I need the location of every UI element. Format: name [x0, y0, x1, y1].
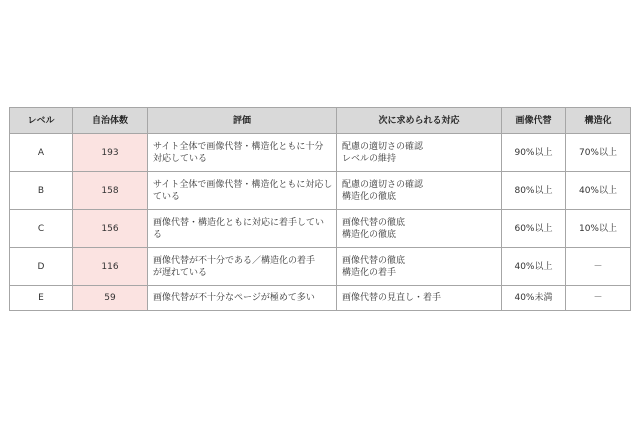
header-level: レベル	[10, 108, 73, 134]
structure-cell: 40%以上	[566, 172, 631, 210]
header-image-alt: 画像代替	[502, 108, 566, 134]
evaluation-cell	[148, 248, 337, 286]
next-action-line: 画像代替の徹底	[342, 217, 406, 228]
structure-cell: －	[566, 248, 631, 286]
municipality-count-cell: 158	[73, 172, 148, 210]
table-row-level-b	[10, 172, 631, 210]
evaluation-cell	[148, 134, 337, 172]
next-action-cell	[337, 172, 502, 210]
accessibility-level-table-container	[9, 107, 630, 311]
municipality-count-cell: 116	[73, 248, 148, 286]
evaluation-line: が遅れている	[153, 267, 208, 278]
table-header-row	[10, 108, 631, 134]
evaluation-cell	[148, 172, 337, 210]
next-action-cell	[337, 248, 502, 286]
evaluation-line: 画像代替が不十分である／構造化の着手	[153, 255, 316, 266]
table-row-level-e	[10, 286, 631, 311]
next-action-line: 構造化の着手	[342, 267, 397, 278]
next-action-line: 画像代替の見直し・着手	[342, 293, 442, 303]
next-action-line: 画像代替の徹底	[342, 255, 406, 266]
evaluation-line: サイト全体で画像代替・構造化ともに対応し	[153, 179, 333, 190]
next-action-line: 構造化の徹底	[342, 229, 397, 240]
evaluation-line: ている	[153, 191, 181, 202]
next-action-line: 構造化の徹底	[342, 191, 397, 202]
header-next-action: 次に求められる対応	[337, 108, 502, 134]
municipality-count-cell: 193	[73, 134, 148, 172]
image-alt-cell: 40%以上	[502, 248, 566, 286]
image-alt-cell: 90%以上	[502, 134, 566, 172]
header-municipality-count: 自治体数	[73, 108, 148, 134]
evaluation-cell	[148, 286, 337, 311]
municipality-count-cell: 59	[73, 286, 148, 311]
evaluation-line: サイト全体で画像代替・構造化ともに十分	[153, 141, 324, 152]
evaluation-line: 画像代替・構造化ともに対応に着手してい	[153, 217, 325, 228]
level-cell: A	[10, 134, 73, 172]
image-alt-cell: 60%以上	[502, 210, 566, 248]
level-cell: C	[10, 210, 73, 248]
table-row-level-a	[10, 134, 631, 172]
header-structure: 構造化	[566, 108, 631, 134]
evaluation-cell	[148, 210, 337, 248]
next-action-cell	[337, 286, 502, 311]
evaluation-line: 対応している	[153, 153, 208, 164]
structure-cell: 10%以上	[566, 210, 631, 248]
image-alt-cell: 40%未満	[502, 286, 566, 311]
structure-cell: 70%以上	[566, 134, 631, 172]
header-evaluation: 評価	[148, 108, 337, 134]
level-cell: E	[10, 286, 73, 311]
structure-cell: －	[566, 286, 631, 311]
municipality-count-cell: 156	[73, 210, 148, 248]
image-alt-cell: 80%以上	[502, 172, 566, 210]
accessibility-level-table	[9, 107, 631, 311]
table-row-level-c	[10, 210, 631, 248]
next-action-line: 配慮の適切さの確認	[342, 179, 424, 190]
level-cell: D	[10, 248, 73, 286]
next-action-line: レベルの維持	[342, 153, 397, 164]
evaluation-line: る	[153, 229, 163, 240]
table-row-level-d	[10, 248, 631, 286]
next-action-cell	[337, 134, 502, 172]
next-action-cell	[337, 210, 502, 248]
evaluation-line: 画像代替が不十分なページが極めて多い	[153, 293, 315, 303]
next-action-line: 配慮の適切さの確認	[342, 141, 424, 152]
level-cell: B	[10, 172, 73, 210]
